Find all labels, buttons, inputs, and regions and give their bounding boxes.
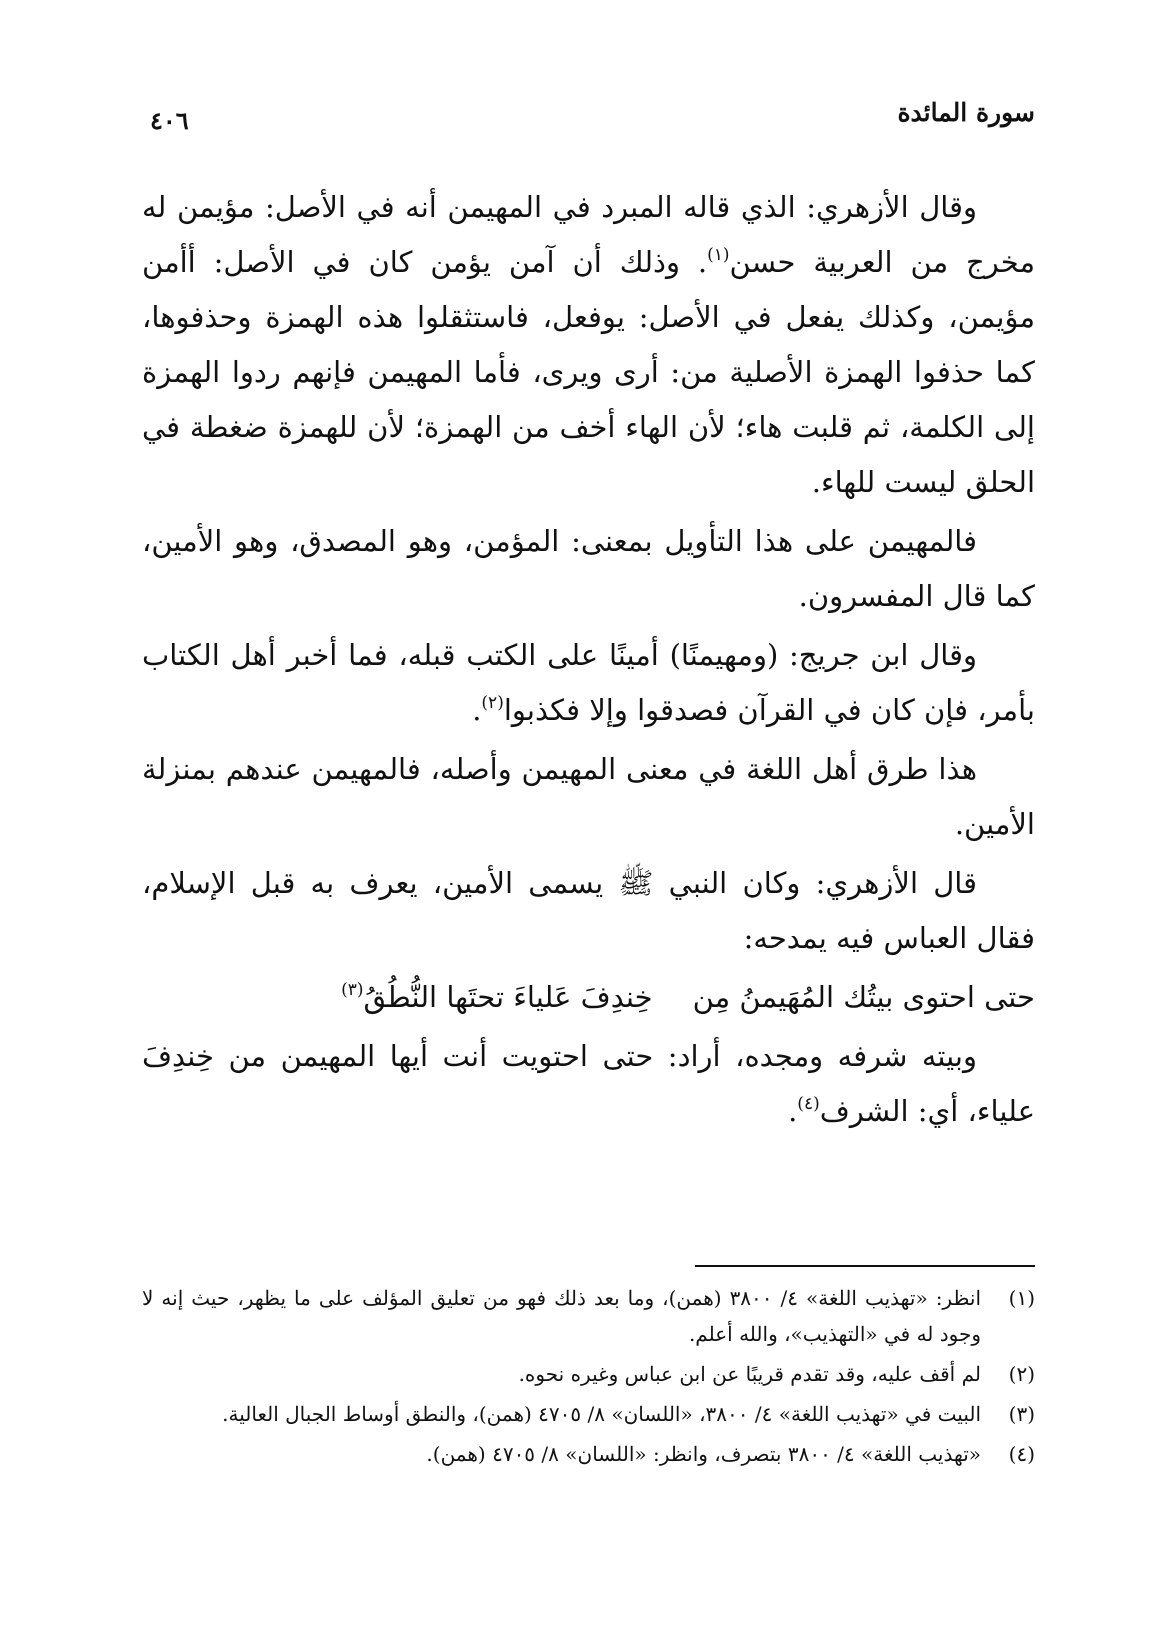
footnote-1 bbox=[142, 1280, 1035, 1352]
footnote-ref-3[interactable]: (٣) bbox=[341, 980, 364, 1000]
paragraph-azhari-prophet: قال الأزهري: وكان النبي ﷺ يسمى الأمين، يعرف به قبل الإسلام، فقال العباس فيه يمدحه: bbox=[142, 866, 1035, 955]
paragraph-azhari-mubarrad bbox=[142, 180, 1035, 510]
poem-second-hemistich: خِندِفَ عَلياءَ تحتَها النُّطُقُ bbox=[363, 980, 653, 1014]
paragraph-interpretation: فالمهيمن على هذا التأويل بمعنى: المؤمن، وهو المصدق، وهو الأمين، كما قال المفسرون. bbox=[142, 524, 1035, 613]
footnote-text: لم أقف عليه، وقد تقدم قريبًا عن ابن عباس وغيره نحوه. bbox=[518, 1362, 981, 1386]
page-header bbox=[150, 96, 1035, 146]
paragraph-explanation bbox=[142, 1029, 1035, 1139]
paragraph-ibn-jurayj bbox=[142, 628, 1035, 738]
footnote-text: البيت في «تهذيب اللغة» ٤/ ٣٨٠٠، «اللسان» ٨/ ٤٧٠٥ (همن)، والنطق أوساط الجبال العالية. bbox=[222, 1402, 981, 1426]
paragraph-text: وقال الأزهري: الذي قاله المبرد في المهيمن أنه في الأصل: مؤيمن له مخرج من العربية حسن bbox=[142, 190, 1035, 279]
paragraph-text-continued: . وذلك أن آمن يؤمن كان في الأصل: أأمن مؤيمن، وكذلك يفعل في الأصل: يوفعل، فاستثقلوا هذه الهمزة وحذفوها، كما حذفوا الهمزة الأصلية من: أرى ويرى، فأما المهيمن فإنهم ردوا الهمزة إلى الكلمة، ثم قلبت هاء؛ لأن الهاء أخف من الهمزة؛ لأن للهمزة ضغطة في الحلق ليست للهاء. bbox=[142, 245, 1035, 499]
footnote-text: «تهذيب اللغة» ٤/ ٣٨٠٠ بتصرف، وانظر: «اللسان» ٨/ ٤٧٠٥ (همن). bbox=[426, 1442, 981, 1466]
paragraph-end: . bbox=[788, 1094, 798, 1128]
main-text bbox=[142, 180, 1035, 1143]
footnote-number: (١) bbox=[1008, 1286, 1035, 1310]
footnote-divider bbox=[695, 1265, 1035, 1267]
poem-first-hemistich: حتى احتوى بيتُك المُهَيمنُ مِن bbox=[692, 980, 1035, 1014]
footnote-ref-2[interactable]: (٢) bbox=[481, 693, 504, 713]
footnote-number: (٣) bbox=[1008, 1402, 1035, 1426]
paragraph-text: وقال ابن جريج: (ومهيمنًا) أمينًا على الكتب قبله، فما أخبر أهل الكتاب بأمر، فإن كان في القرآن فصدقوا وإلا فكذبوا bbox=[142, 638, 1035, 727]
poem-verse bbox=[142, 970, 1035, 1025]
paragraph-end: . bbox=[472, 693, 482, 727]
footnote-4 bbox=[142, 1436, 1035, 1472]
paragraph-text: وبيته شرفه ومجده، أراد: حتى احتويت أنت أيها المهيمن من خِندِفَ علياء، أي: الشرف bbox=[142, 1039, 1035, 1128]
footnote-3 bbox=[142, 1396, 1035, 1432]
surah-title: سورة المائدة bbox=[897, 98, 1035, 127]
page-number: ٤٠٦ bbox=[150, 106, 189, 135]
footnote-number: (٤) bbox=[1008, 1442, 1035, 1466]
footnote-2 bbox=[142, 1356, 1035, 1392]
footnotes bbox=[142, 1280, 1035, 1476]
paragraph-linguists: هذا طرق أهل اللغة في معنى المهيمن وأصله، فالمهيمن عندهم بمنزلة الأمين. bbox=[142, 752, 1035, 841]
footnote-ref-1[interactable]: (١) bbox=[707, 245, 730, 265]
footnote-text: انظر: «تهذيب اللغة» ٤/ ٣٨٠٠ (همن)، وما بعد ذلك فهو من تعليق المؤلف على ما يظهر، حيث إنه لا وجود له في «التهذيب»، والله أعلم. bbox=[142, 1286, 981, 1346]
footnote-number: (٢) bbox=[1008, 1362, 1035, 1386]
footnote-ref-4[interactable]: (٤) bbox=[797, 1094, 820, 1114]
